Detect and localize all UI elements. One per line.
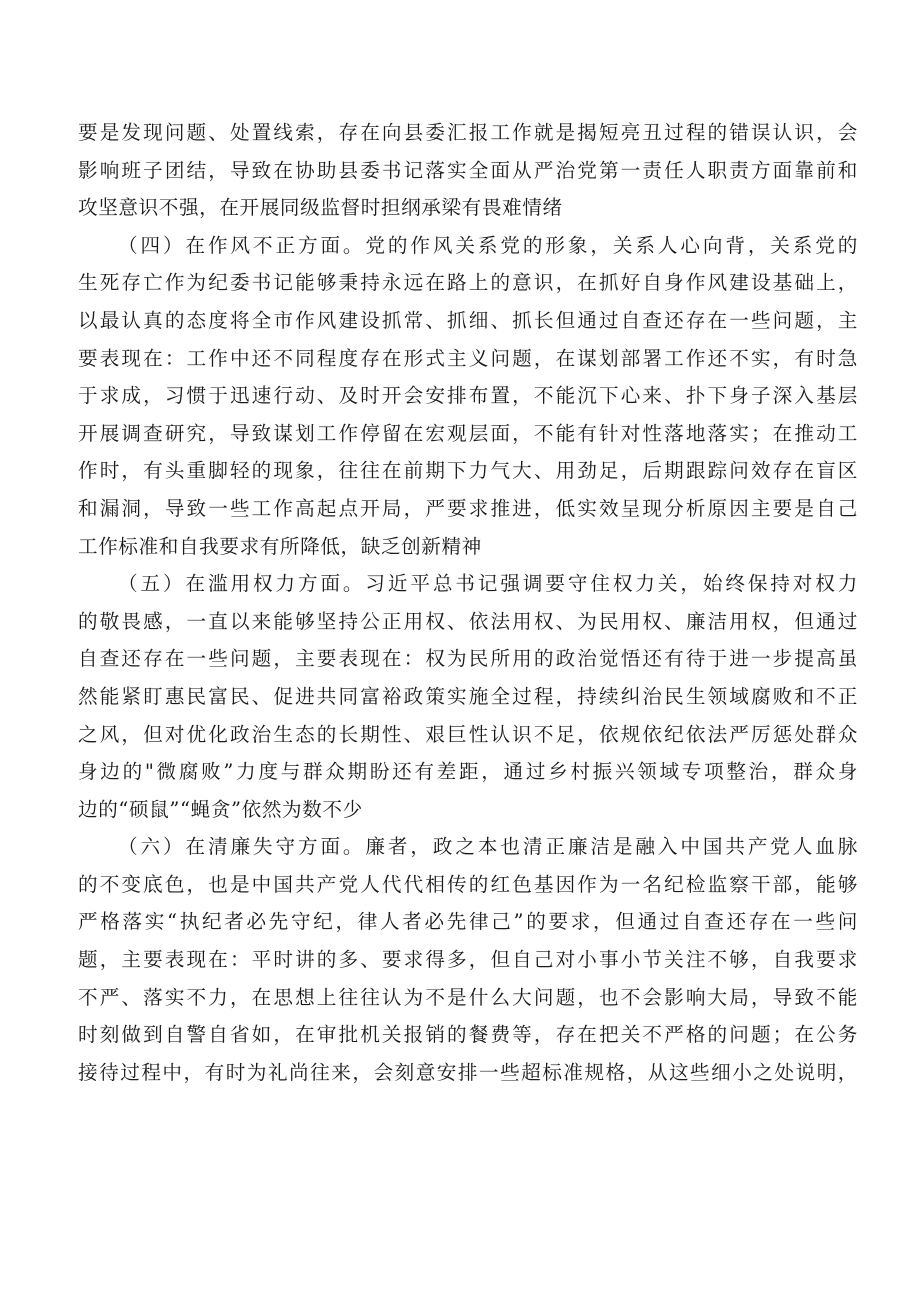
- text-line: 身边的"微腐败”力度与群众期盼还有差距，通过乡村振兴领域专项整治，群众身: [78, 760, 858, 784]
- text-line: 要表现在：工作中还不同程度存在形式主义问题，在谋划部署工作还不实，有时急: [78, 346, 858, 370]
- text-line: 以最认真的态度将全市作风建设抓常、抓细、抓长但通过自查还存在一些问题，主: [78, 308, 858, 332]
- text-line: 严格落实“执纪者必先守纪，律人者必先律己”的要求，但通过自查还存在一些问: [78, 910, 858, 934]
- text-line: 自查还存在一些问题，主要表现在：权为民所用的政治觉悟还有待于进一步提高虽: [78, 647, 858, 671]
- text-line: 开展调查研究，导致谋划工作停留在宏观层面，不能有针对性落地落实；在推动工: [78, 421, 858, 445]
- text-line: 影响班子团结，导致在协助县委书记落实全面从严治党第一责任人职责方面靠前和: [78, 158, 858, 182]
- text-line: 作时，有头重脚轻的现象，往往在前期下力气大、用劲足，后期跟踪问效存在盲区: [78, 459, 858, 483]
- text-line: 要是发现问题、处置线索，存在向县委汇报工作就是揭短亮丑过程的错误认识，会: [78, 121, 858, 144]
- text-line: 边的“硕鼠”“蝇贪”依然为数不少: [78, 797, 363, 821]
- section-heading-line: （四）在作风不正方面。党的作风关系党的形象，关系人心向背，关系党的: [118, 233, 858, 257]
- text-line: 的敬畏感，一直以来能够坚持公正用权、依法用权、为民用权、廉洁用权，但通过: [78, 609, 858, 633]
- text-line: 时刻做到自警自省如，在审批机关报销的餐费等，存在把关不严格的问题；在公务: [78, 1023, 858, 1047]
- text-line: 不严、落实不力，在思想上往往认为不是什么大问题，也不会影响大局，导致不能: [78, 985, 858, 1009]
- section-heading-line: （五）在滥用权力方面。习近平总书记强调要守住权力关，始终保持对权力: [118, 572, 858, 596]
- text-line: 的不变底色，也是中国共产党人代代相传的红色基因作为一名纪检监察干部，能够: [78, 872, 858, 896]
- section-heading-line: （六）在清廉失守方面。廉者，政之本也清正廉洁是融入中国共产党人血脉: [118, 835, 858, 859]
- text-line: 然能紧盯惠民富民、促进共同富裕政策实施全过程，持续纠治民生领域腐败和不正: [78, 684, 858, 708]
- text-line: 攻坚意识不强，在开展同级监督时担纲承梁有畏难情绪: [78, 196, 563, 220]
- text-line: 工作标准和自我要求有所降低，缺乏创新精神: [78, 534, 482, 558]
- text-line: 和漏洞，导致一些工作高起点开局，严要求推进，低实效呈现分析原因主要是自己: [78, 496, 858, 520]
- text-line: 于求成，习惯于迅速行动、及时开会安排布置，不能沉下心来、扑下身子深入基层: [78, 384, 858, 408]
- text-line: 题，主要表现在：平时讲的多、要求得多，但自己对小事小节关注不够，自我要求: [78, 948, 858, 972]
- text-line: 接待过程中，有时为礼尚往来，会刻意安排一些超标准规格，从这些细小之处说明，: [78, 1060, 858, 1084]
- text-line: 之风，但对优化政治生态的长期性、艰巨性认识不足，依规依纪依法严厉惩处群众: [78, 722, 858, 746]
- text-line: 生死存亡作为纪委书记能够秉持永远在路上的意识，在抓好自身作风建设基础上，: [78, 271, 858, 295]
